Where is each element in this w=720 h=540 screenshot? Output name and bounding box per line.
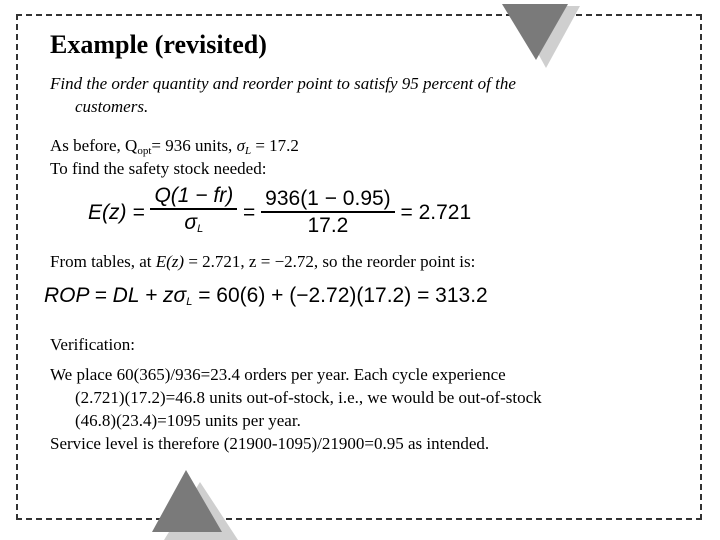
given-sigma-sub: L bbox=[244, 145, 252, 157]
formula-ez-den-sub: L bbox=[197, 223, 204, 235]
formula-ez-lhs: E(z) = bbox=[88, 201, 145, 224]
formula-ez-den-1 bbox=[150, 210, 237, 242]
verification-block bbox=[50, 333, 542, 455]
given-suffix: = 17.2 bbox=[251, 136, 299, 155]
formula-ez-den-2: 17.2 bbox=[307, 214, 349, 237]
formula-ez-num-1: Q(1 − fr) bbox=[150, 184, 237, 210]
verification-heading: Verification: bbox=[50, 335, 135, 354]
verification-line-4: Service level is therefore (21900-1095)/21900=0.95 as intended. bbox=[50, 434, 490, 453]
formula-rop-text: ROP = DL + zσ bbox=[44, 284, 187, 307]
tables-ez: E(z) bbox=[155, 252, 185, 271]
given-sigma: σ bbox=[236, 136, 245, 155]
safety-stock-intro: To find the safety stock needed: bbox=[50, 159, 267, 178]
tables-prefix: From tables, at bbox=[50, 252, 156, 271]
verification-line-3: (46.8)(23.4)=1095 units per year. bbox=[75, 411, 301, 430]
formula-ez-eq-1: = bbox=[243, 201, 256, 224]
problem-line-2: customers. bbox=[75, 97, 149, 116]
problem-line-1: Find the order quantity and reorder point to satisfy 95 percent of the bbox=[50, 74, 516, 93]
verification-line-1: We place 60(365)/936=23.4 orders per year. Each cycle experience bbox=[50, 365, 506, 384]
reorder-point-formula bbox=[44, 284, 488, 308]
top-right-triangle-decoration bbox=[498, 2, 582, 76]
formula-ez-fraction-1 bbox=[150, 184, 237, 242]
formula-ez-fraction-2 bbox=[261, 187, 395, 239]
expected-shortage-formula bbox=[88, 184, 471, 242]
formula-rop-rhs: = 60(6) + (−2.72)(17.2) = 313.2 bbox=[192, 284, 488, 307]
problem-statement bbox=[50, 72, 516, 118]
formula-ez-den-sigma: σ bbox=[184, 211, 198, 234]
given-prefix: As before, Q bbox=[50, 136, 138, 155]
tables-line bbox=[50, 250, 475, 273]
formula-ez-num-2: 936(1 − 0.95) bbox=[261, 187, 395, 213]
verification-line-2: (2.721)(17.2)=46.8 units out-of-stock, i.e., we would be out-of-stock bbox=[75, 388, 542, 407]
formula-ez-result: = 2.721 bbox=[400, 201, 472, 224]
given-mid: = 936 units, bbox=[151, 136, 237, 155]
slide-title: Example (revisited) bbox=[50, 30, 267, 59]
given-sub-opt: opt bbox=[137, 145, 152, 157]
tables-suffix: = 2.721, z = −2.72, so the reorder point is: bbox=[184, 252, 476, 271]
formula-rop-sub: L bbox=[186, 296, 193, 308]
bottom-left-triangle-decoration bbox=[152, 470, 242, 540]
